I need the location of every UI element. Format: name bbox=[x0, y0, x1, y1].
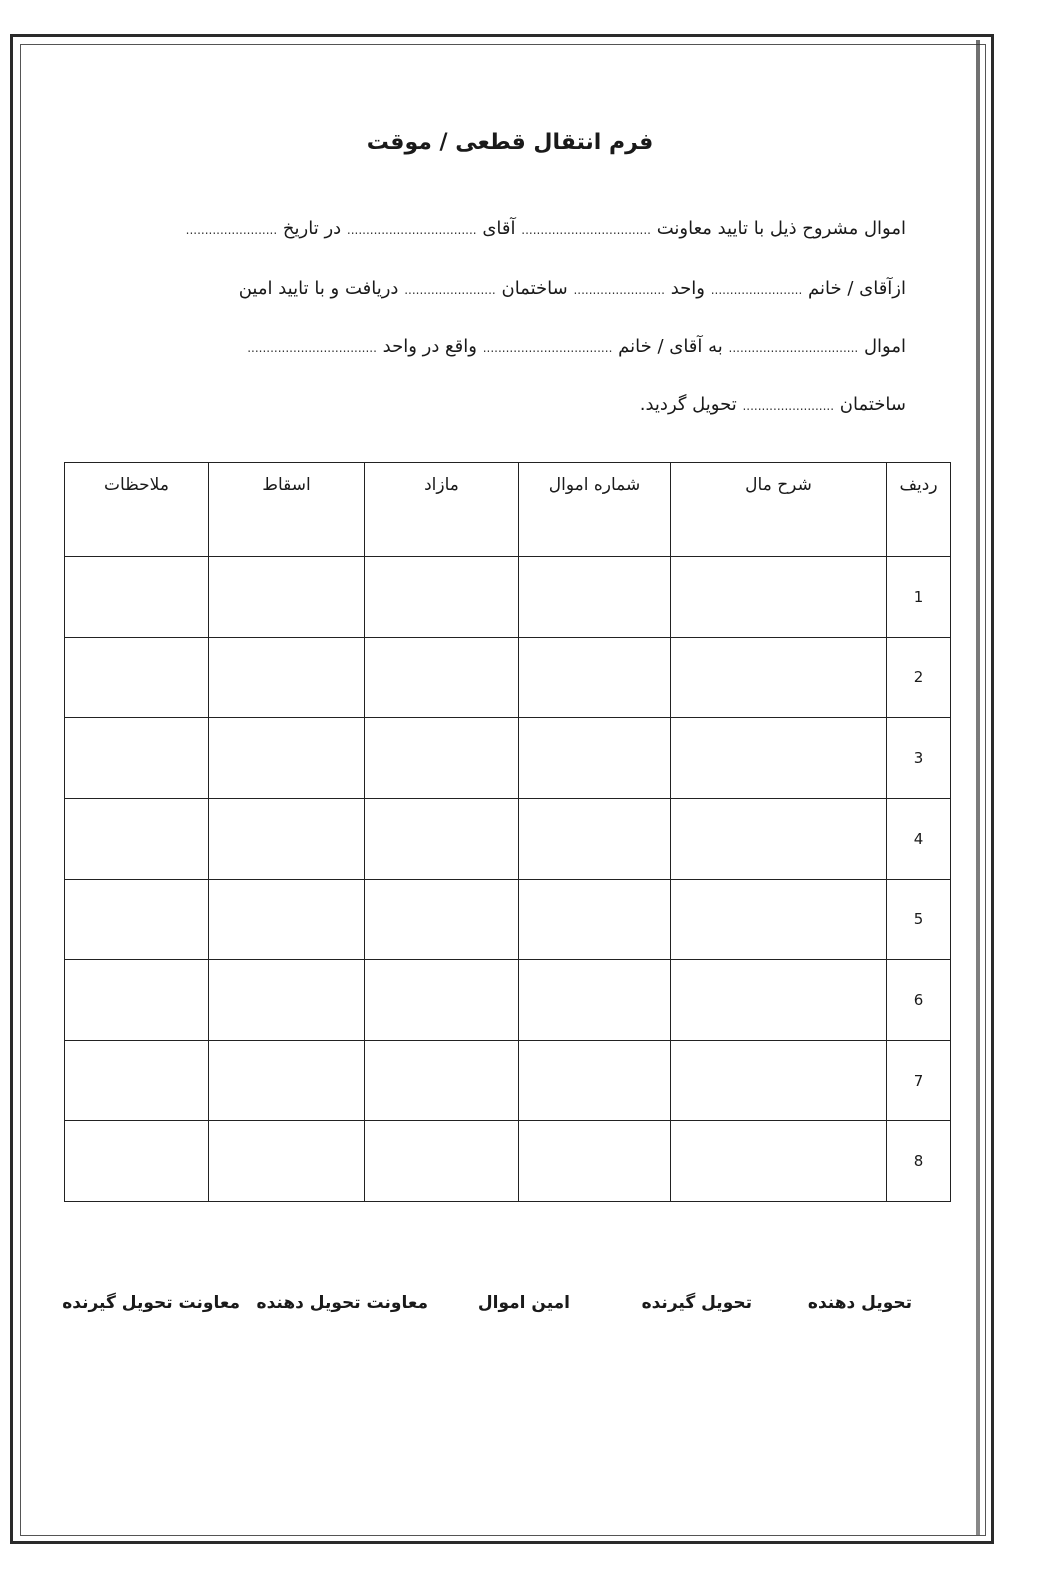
signature-property-trustee: امین اموال bbox=[477, 1293, 570, 1313]
signature-deputy-deliverer: معاونت تحویل دهنده bbox=[256, 1293, 428, 1313]
table-row bbox=[65, 557, 951, 638]
cell-surplus[interactable] bbox=[365, 637, 519, 718]
line2-text-b: واحد bbox=[670, 278, 705, 299]
header-description: شرح مال bbox=[671, 463, 887, 557]
row-number: 1 bbox=[887, 557, 951, 638]
line3-dots-2: .................................. bbox=[482, 341, 613, 355]
row-number: 4 bbox=[887, 798, 951, 879]
line1-text-a: اموال مشروح ذیل با تایید معاونت bbox=[656, 218, 906, 239]
cell-notes[interactable] bbox=[65, 637, 209, 718]
signature-receiver: تحویل گیرنده bbox=[641, 1293, 752, 1313]
header-scrap: اسقاط bbox=[209, 463, 365, 557]
cell-scrap[interactable] bbox=[209, 718, 365, 799]
cell-property-number[interactable] bbox=[519, 960, 671, 1041]
cell-notes[interactable] bbox=[65, 1121, 209, 1202]
form-title: فرم انتقال قطعی / موقت bbox=[366, 130, 654, 155]
cell-scrap[interactable] bbox=[209, 557, 365, 638]
table-row bbox=[65, 718, 951, 799]
cell-surplus[interactable] bbox=[365, 718, 519, 799]
cell-scrap[interactable] bbox=[209, 879, 365, 960]
cell-notes[interactable] bbox=[65, 879, 209, 960]
line1-dots-1: .................................. bbox=[521, 223, 651, 237]
line2-dots-2: ........................ bbox=[573, 283, 665, 297]
cell-property-number[interactable] bbox=[519, 1040, 671, 1121]
cell-notes[interactable] bbox=[65, 718, 209, 799]
signature-deputy-receiver: معاونت تحویل گیرنده bbox=[62, 1293, 240, 1313]
cell-notes[interactable] bbox=[65, 798, 209, 879]
table-row bbox=[65, 960, 951, 1041]
line4-text-b: تحویل گردید. bbox=[639, 394, 737, 415]
form-line-3 bbox=[86, 336, 906, 357]
page-border-decoration bbox=[976, 40, 980, 1535]
cell-description[interactable] bbox=[671, 960, 887, 1041]
row-number: 7 bbox=[887, 1040, 951, 1121]
line1-dots-3: ........................ bbox=[185, 223, 278, 237]
form-line-4 bbox=[86, 394, 906, 415]
cell-property-number[interactable] bbox=[519, 557, 671, 638]
header-row-number: ردیف bbox=[887, 463, 951, 557]
row-number: 8 bbox=[887, 1121, 951, 1202]
line2-dots-3: ........................ bbox=[404, 283, 496, 297]
cell-description[interactable] bbox=[671, 557, 887, 638]
cell-description[interactable] bbox=[671, 1121, 887, 1202]
cell-property-number[interactable] bbox=[519, 1121, 671, 1202]
cell-surplus[interactable] bbox=[365, 879, 519, 960]
cell-scrap[interactable] bbox=[209, 960, 365, 1041]
cell-notes[interactable] bbox=[65, 960, 209, 1041]
cell-scrap[interactable] bbox=[209, 637, 365, 718]
cell-surplus[interactable] bbox=[365, 1121, 519, 1202]
form-line-2 bbox=[86, 278, 906, 299]
line3-text-c: واقع در واحد bbox=[382, 336, 477, 357]
row-number: 5 bbox=[887, 879, 951, 960]
line4-text-a: ساختمان bbox=[839, 394, 906, 415]
cell-description[interactable] bbox=[671, 1040, 887, 1121]
cell-property-number[interactable] bbox=[519, 798, 671, 879]
cell-scrap[interactable] bbox=[209, 798, 365, 879]
cell-notes[interactable] bbox=[65, 557, 209, 638]
table-header-row bbox=[65, 463, 951, 557]
line1-dots-2: .................................. bbox=[346, 223, 477, 237]
cell-description[interactable] bbox=[671, 637, 887, 718]
header-property-number: شماره اموال bbox=[519, 463, 671, 557]
row-number: 3 bbox=[887, 718, 951, 799]
row-number: 6 bbox=[887, 960, 951, 1041]
cell-surplus[interactable] bbox=[365, 960, 519, 1041]
cell-notes[interactable] bbox=[65, 1040, 209, 1121]
cell-scrap[interactable] bbox=[209, 1121, 365, 1202]
line2-text-a: ازآقای / خانم bbox=[808, 278, 906, 299]
signature-deliverer: تحویل دهنده bbox=[807, 1293, 912, 1313]
header-notes: ملاحظات bbox=[65, 463, 209, 557]
line4-dots-1: ........................ bbox=[742, 399, 835, 413]
line3-dots-3: .................................. bbox=[247, 341, 377, 355]
line2-dots-1: ........................ bbox=[710, 283, 803, 297]
line3-dots-1: .................................. bbox=[728, 341, 859, 355]
cell-description[interactable] bbox=[671, 879, 887, 960]
cell-surplus[interactable] bbox=[365, 557, 519, 638]
line3-text-a: اموال bbox=[863, 336, 906, 357]
cell-property-number[interactable] bbox=[519, 637, 671, 718]
table-row bbox=[65, 637, 951, 718]
row-number: 2 bbox=[887, 637, 951, 718]
line1-text-b: آقای bbox=[482, 218, 516, 239]
cell-property-number[interactable] bbox=[519, 879, 671, 960]
line2-text-c: ساختمان bbox=[501, 278, 568, 299]
cell-description[interactable] bbox=[671, 718, 887, 799]
line3-text-b: به آقای / خانم bbox=[618, 336, 723, 357]
form-line-1 bbox=[86, 218, 906, 239]
line2-text-d: دریافت و با تایید امین bbox=[238, 278, 399, 299]
cell-surplus[interactable] bbox=[365, 1040, 519, 1121]
table-row bbox=[65, 798, 951, 879]
property-table bbox=[64, 462, 951, 1202]
line1-text-c: در تاریخ bbox=[282, 218, 342, 239]
cell-surplus[interactable] bbox=[365, 798, 519, 879]
table-row bbox=[65, 879, 951, 960]
cell-scrap[interactable] bbox=[209, 1040, 365, 1121]
cell-property-number[interactable] bbox=[519, 718, 671, 799]
table-row bbox=[65, 1121, 951, 1202]
table-row bbox=[65, 1040, 951, 1121]
cell-description[interactable] bbox=[671, 798, 887, 879]
header-surplus: مازاد bbox=[365, 463, 519, 557]
